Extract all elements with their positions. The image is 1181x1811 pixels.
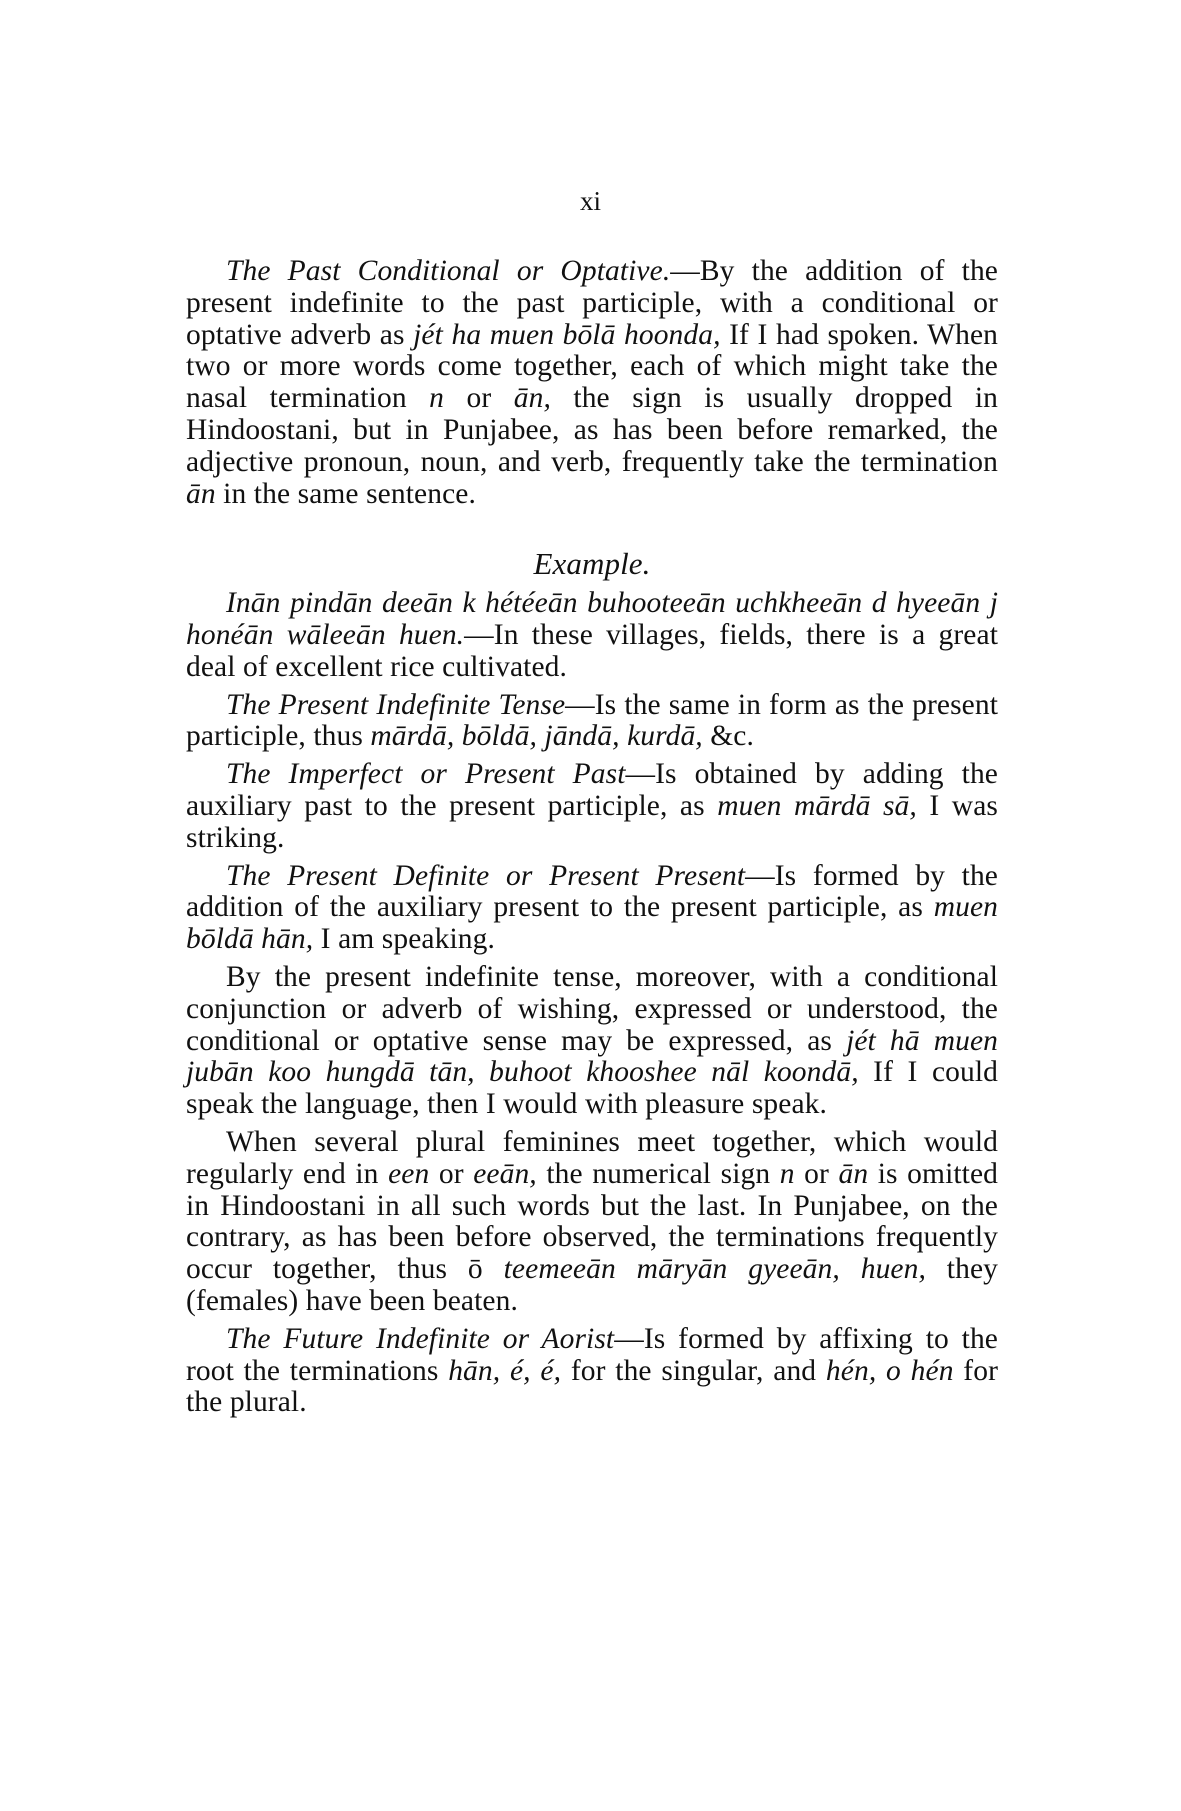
page-number: xi <box>579 186 601 216</box>
punjabee-example: Inān pindān deeān k hétéeān buhooteeān uchkheeān d hyeeān j honéān wāleeān huen. <box>186 587 998 651</box>
example-heading: Example. <box>533 546 651 582</box>
section-heading: The Past Conditional or Optative. <box>226 255 671 287</box>
example-paragraph <box>186 588 998 683</box>
conditional-paragraph: By the present indefinite tense, moreover, with a conditional conjunction or adverb of wishing, expressed or understood, the conditional or optative sense may be expressed, as jét hā muen jubān koo hungdā tān, buhoot khooshee nāl koondā, If I could speak the language, then I would with pleasure speak. <box>186 960 999 1121</box>
present-definite-paragraph: The Present Definite or Present Present—Is formed by the addition of the auxiliary present to the present participle, as muen bōldā hān, I am speaking. <box>186 859 998 956</box>
section-heading: The Present Definite or Present Present <box>226 859 746 892</box>
body-text <box>186 256 998 1419</box>
imperfect-paragraph: The Imperfect or Present Past—Is obtained by adding the auxiliary past to the present participle, as muen mārdā sā, I was striking. <box>186 758 998 854</box>
section-heading: The Present Indefinite Tense <box>226 688 566 721</box>
future-indefinite-paragraph: The Future Indefinite or Aorist—Is formed by affixing to the root the terminations hān, é, é, for the singular, and hén, o hén for the plural. <box>186 1322 998 1419</box>
section-heading: The Future Indefinite or Aorist <box>226 1322 615 1355</box>
plural-feminines-paragraph: When several plural feminines meet together, which would regularly end in een or eeān, the numerical sign n or ān is omitted in Hindoostani in all such words but the last. In Punjabee, on the contrary, as has been before observed, the terminations frequently occur together, thus ō teemeeān māryān gyeeān, huen, they (females) have been beaten. <box>186 1125 999 1317</box>
past-conditional-paragraph: The Past Conditional or Optative.—By the addition of the present indefinite to the past participle, with a conditional or optative adverb as jét ha muen bōlā hoonda, If I had spoken. When two or more words come together, each of which might take the nasal termination n or ān, the sign is usually dropped in Hindoostani, but in Punjabee, as has been before remarked, the adjective pronoun, noun, and verb, frequently take the termination ān in the same sentence. <box>186 255 999 510</box>
present-indefinite-paragraph: The Present Indefinite Tense—Is the same in form as the present participle, thus mārdā, bōldā, jāndā, kurdā, &c. <box>186 688 999 753</box>
example-translation: —In these villages, fields, there is a great deal of excellent rice cultivated. <box>186 618 998 683</box>
section-heading: The Imperfect or Present Past <box>226 758 626 791</box>
